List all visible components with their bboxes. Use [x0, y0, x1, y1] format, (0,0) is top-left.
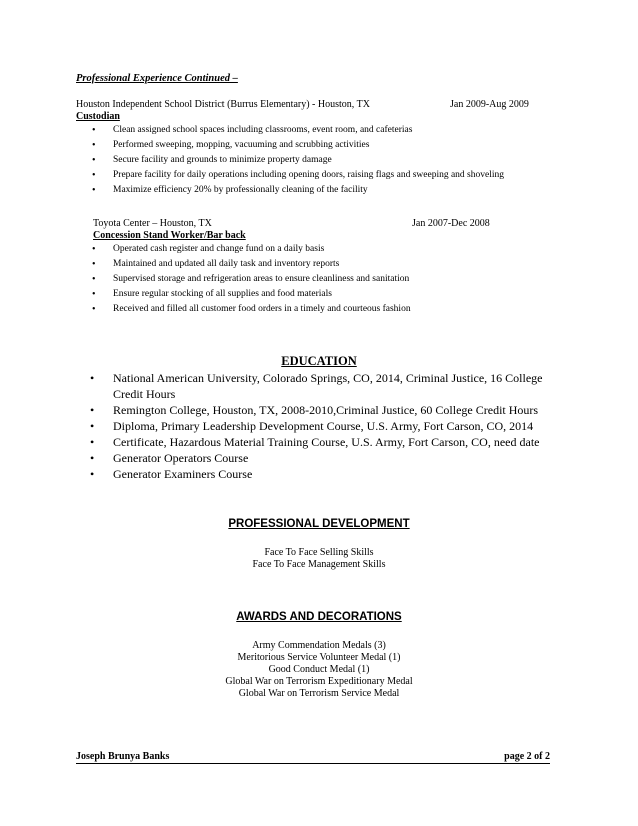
list-item: Global War on Terrorism Expeditionary Medal [225, 676, 413, 687]
list-item: Good Conduct Medal (1) [268, 664, 370, 675]
list-item: • Operated cash register and change fund on a daily basis [76, 242, 556, 257]
footer-page-number: page 2 of 2 [504, 751, 550, 762]
page-footer [76, 751, 550, 764]
job-duties-list [76, 242, 556, 317]
job-employer: Houston Independent School District (Burrus Elementary) - Houston, TX [76, 99, 370, 110]
list-item: • Diploma, Primary Leadership Development Course, U.S. Army, Fort Carson, CO, 2014 [76, 418, 566, 434]
education-list [76, 370, 566, 482]
job-dates: Jan 2009-Aug 2009 [450, 99, 529, 110]
list-item: • Certificate, Hazardous Material Training Course, U.S. Army, Fort Carson, CO, need date [76, 434, 566, 450]
list-item: Global War on Terrorism Service Medal [238, 688, 400, 699]
job-title: Custodian [76, 111, 120, 122]
footer-name: Joseph Brunya Banks [76, 751, 170, 762]
list-item: • Remington College, Houston, TX, 2008-2010,Criminal Justice, 60 College Credit Hours [76, 402, 566, 418]
awards-heading: AWARDS AND DECORATIONS [236, 611, 402, 623]
list-item: Face To Face Management Skills [252, 559, 386, 570]
job-duties-list [76, 123, 556, 198]
job-entry-2 [76, 218, 556, 317]
development-heading: PROFESSIONAL DEVELOPMENT [228, 518, 410, 530]
education-heading: EDUCATION [281, 354, 357, 368]
list-item: • Generator Examiners Course [76, 466, 566, 482]
list-item: • Maintained and updated all daily task and inventory reports [76, 257, 556, 272]
list-item: • National American University, Colorado Springs, CO, 2014, Criminal Justice, 16 College Credit Hours [76, 370, 566, 402]
list-item: • Maximize efficiency 20% by professionally cleaning of the facility [76, 183, 556, 198]
list-item: Army Commendation Medals (3) [252, 640, 386, 651]
list-item: • Received and filled all customer food orders in a timely and courteous fashion [76, 302, 556, 317]
list-item: • Clean assigned school spaces including classrooms, event room, and cafeterias [76, 123, 556, 138]
development-list [0, 547, 638, 571]
list-item: • Supervised storage and refrigeration areas to ensure cleanliness and sanitation [76, 272, 556, 287]
list-item: • Performed sweeping, mopping, vacuuming and scrubbing activities [76, 138, 556, 153]
list-item: • Generator Operators Course [76, 450, 566, 466]
awards-list [0, 640, 638, 700]
experience-continued-heading: Professional Experience Continued – [76, 73, 238, 84]
list-item: Face To Face Selling Skills [264, 547, 374, 558]
job-title: Concession Stand Worker/Bar back [93, 230, 246, 241]
job-dates: Jan 2007-Dec 2008 [412, 218, 490, 229]
list-item: • Ensure regular stocking of all supplies and food materials [76, 287, 556, 302]
list-item: Meritorious Service Volunteer Medal (1) [237, 652, 401, 663]
job-entry-1 [76, 99, 556, 198]
job-header [76, 218, 556, 230]
job-header [76, 99, 556, 111]
job-employer: Toyota Center – Houston, TX [93, 218, 212, 229]
list-item: • Secure facility and grounds to minimize property damage [76, 153, 556, 168]
list-item: • Prepare facility for daily operations including opening doors, raising flags and sweeping and shoveling [76, 168, 556, 183]
